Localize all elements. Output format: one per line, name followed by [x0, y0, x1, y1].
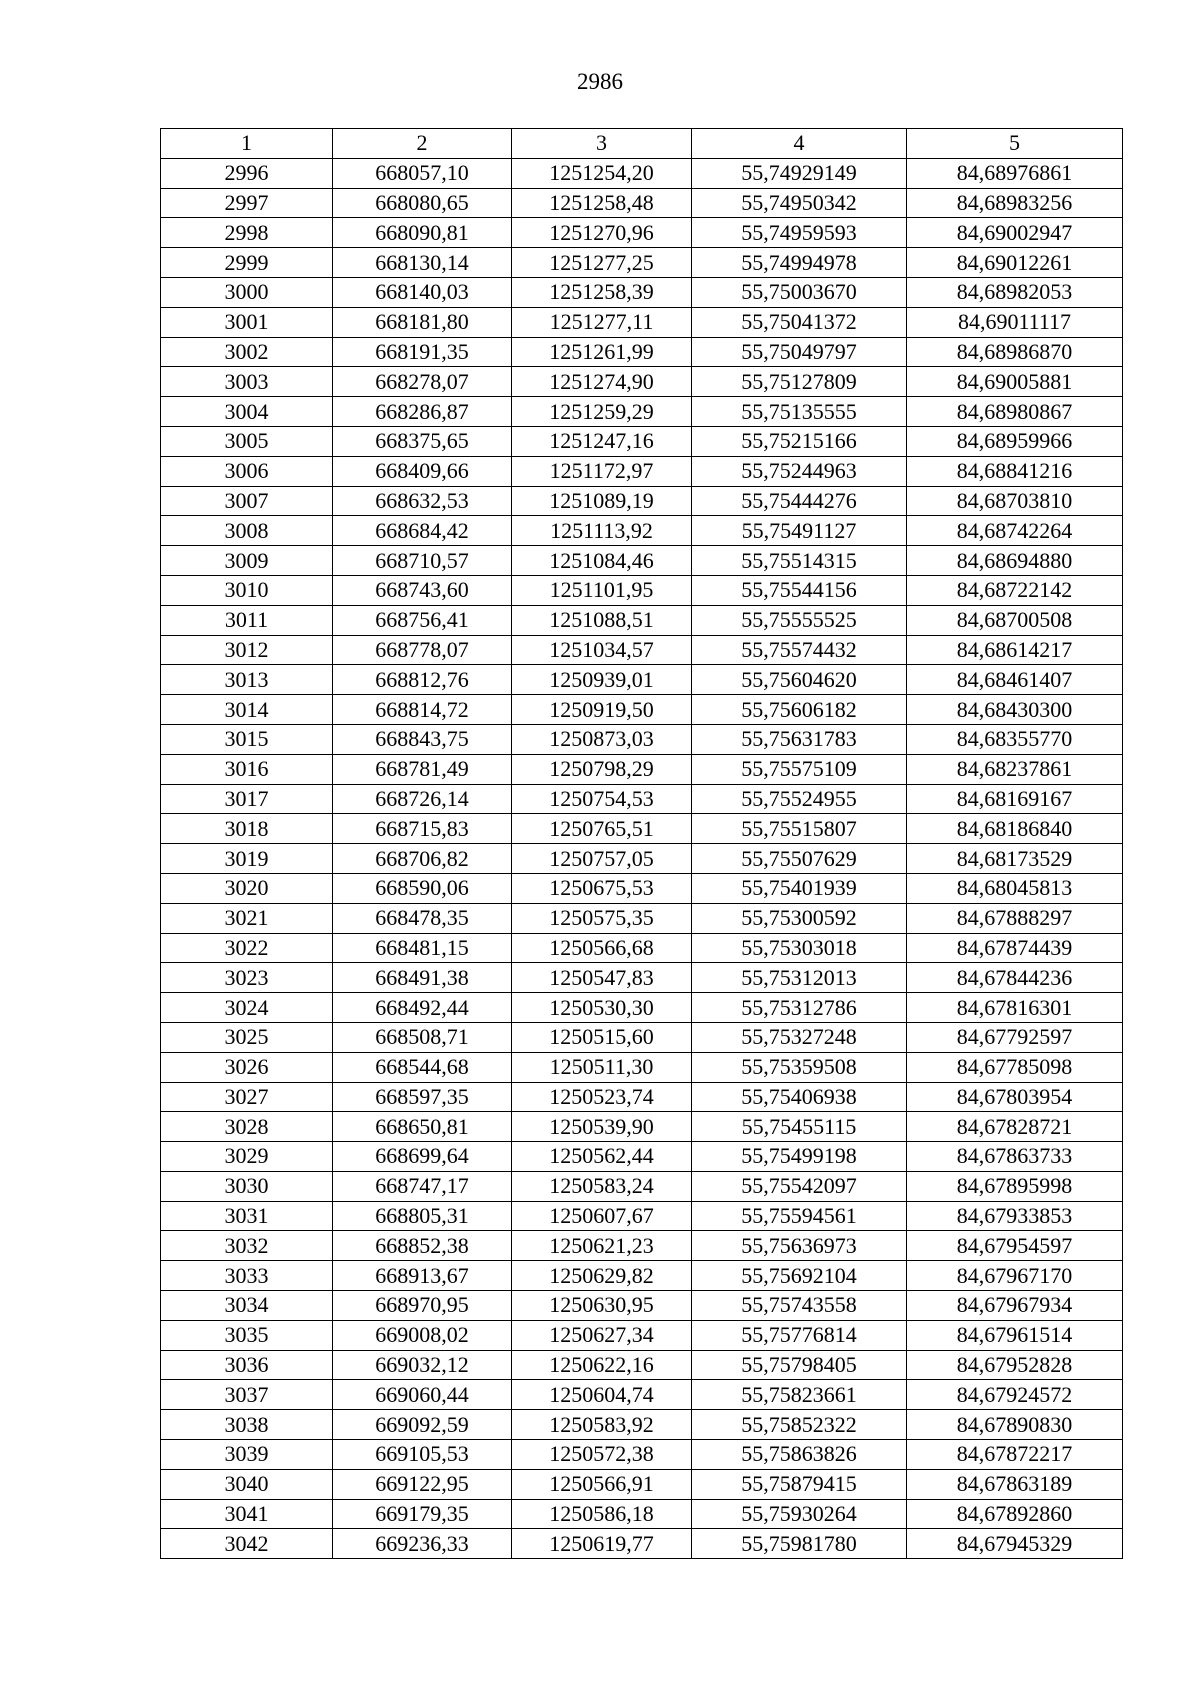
x-coordinate-cell: 669122,95	[333, 1469, 512, 1499]
point-number-cell: 3015	[161, 724, 333, 754]
y-coordinate-cell: 1250765,51	[512, 814, 692, 844]
x-coordinate-cell: 668090,81	[333, 218, 512, 248]
table-row	[161, 1350, 1123, 1380]
longitude-cell: 84,69011117	[907, 307, 1123, 337]
point-number-cell: 3018	[161, 814, 333, 844]
x-coordinate-cell: 669105,53	[333, 1440, 512, 1470]
latitude-cell: 55,75491127	[692, 516, 907, 546]
point-number-cell: 3022	[161, 933, 333, 963]
point-number-cell: 3001	[161, 307, 333, 337]
latitude-cell: 55,75981780	[692, 1529, 907, 1559]
longitude-cell: 84,68237861	[907, 754, 1123, 784]
x-coordinate-cell: 668710,57	[333, 546, 512, 576]
table-row	[161, 903, 1123, 933]
longitude-cell: 84,68430300	[907, 695, 1123, 725]
point-number-cell: 3036	[161, 1350, 333, 1380]
x-coordinate-cell: 668478,35	[333, 903, 512, 933]
latitude-cell: 55,75606182	[692, 695, 907, 725]
point-number-cell: 3020	[161, 873, 333, 903]
table-row	[161, 426, 1123, 456]
y-coordinate-cell: 1250919,50	[512, 695, 692, 725]
x-coordinate-cell: 668726,14	[333, 784, 512, 814]
x-coordinate-cell: 669060,44	[333, 1380, 512, 1410]
table-row	[161, 248, 1123, 278]
table-row	[161, 814, 1123, 844]
table-row	[161, 1082, 1123, 1112]
point-number-cell: 3002	[161, 337, 333, 367]
point-number-cell: 3004	[161, 397, 333, 427]
y-coordinate-cell: 1251089,19	[512, 486, 692, 516]
point-number-cell: 3032	[161, 1231, 333, 1261]
table-row	[161, 1380, 1123, 1410]
longitude-cell: 84,67872217	[907, 1440, 1123, 1470]
x-coordinate-cell: 668544,68	[333, 1052, 512, 1082]
x-coordinate-cell: 668650,81	[333, 1112, 512, 1142]
table-row	[161, 1142, 1123, 1172]
point-number-cell: 3008	[161, 516, 333, 546]
table-row	[161, 754, 1123, 784]
point-number-cell: 3003	[161, 367, 333, 397]
y-coordinate-cell: 1250572,38	[512, 1440, 692, 1470]
longitude-cell: 84,68722142	[907, 575, 1123, 605]
x-coordinate-cell: 668706,82	[333, 844, 512, 874]
x-coordinate-cell: 668181,80	[333, 307, 512, 337]
y-coordinate-cell: 1250754,53	[512, 784, 692, 814]
table-row	[161, 486, 1123, 516]
y-coordinate-cell: 1251088,51	[512, 605, 692, 635]
y-coordinate-cell: 1250630,95	[512, 1291, 692, 1321]
longitude-cell: 84,68355770	[907, 724, 1123, 754]
latitude-cell: 55,75692104	[692, 1261, 907, 1291]
table-row	[161, 397, 1123, 427]
longitude-cell: 84,67828721	[907, 1112, 1123, 1142]
point-number-cell: 3011	[161, 605, 333, 635]
point-number-cell: 3012	[161, 635, 333, 665]
x-coordinate-cell: 668597,35	[333, 1082, 512, 1112]
table-row	[161, 1171, 1123, 1201]
longitude-cell: 84,67803954	[907, 1082, 1123, 1112]
longitude-cell: 84,67863189	[907, 1469, 1123, 1499]
longitude-cell: 84,67785098	[907, 1052, 1123, 1082]
header-cell-5: 5	[907, 129, 1123, 159]
table-row	[161, 1440, 1123, 1470]
table-row	[161, 516, 1123, 546]
table-row	[161, 873, 1123, 903]
longitude-cell: 84,67892860	[907, 1499, 1123, 1529]
point-number-cell: 3030	[161, 1171, 333, 1201]
point-number-cell: 3041	[161, 1499, 333, 1529]
latitude-cell: 55,75312786	[692, 993, 907, 1023]
longitude-cell: 84,67816301	[907, 993, 1123, 1023]
longitude-cell: 84,68976861	[907, 158, 1123, 188]
point-number-cell: 2997	[161, 188, 333, 218]
page-number: 2986	[577, 69, 623, 94]
y-coordinate-cell: 1251261,99	[512, 337, 692, 367]
latitude-cell: 55,75444276	[692, 486, 907, 516]
y-coordinate-cell: 1251172,97	[512, 456, 692, 486]
point-number-cell: 3016	[161, 754, 333, 784]
y-coordinate-cell: 1250629,82	[512, 1261, 692, 1291]
table-row	[161, 1469, 1123, 1499]
table-row	[161, 1201, 1123, 1231]
table-row	[161, 963, 1123, 993]
y-coordinate-cell: 1250566,91	[512, 1469, 692, 1499]
longitude-cell: 84,67844236	[907, 963, 1123, 993]
latitude-cell: 55,75852322	[692, 1410, 907, 1440]
latitude-cell: 55,75514315	[692, 546, 907, 576]
y-coordinate-cell: 1251259,29	[512, 397, 692, 427]
point-number-cell: 3021	[161, 903, 333, 933]
latitude-cell: 55,75542097	[692, 1171, 907, 1201]
table-row	[161, 784, 1123, 814]
longitude-cell: 84,68045813	[907, 873, 1123, 903]
latitude-cell: 55,75406938	[692, 1082, 907, 1112]
table-row	[161, 695, 1123, 725]
table-row	[161, 1410, 1123, 1440]
coordinates-table	[160, 128, 1123, 1559]
point-number-cell: 3039	[161, 1440, 333, 1470]
point-number-cell: 3019	[161, 844, 333, 874]
latitude-cell: 55,75743558	[692, 1291, 907, 1321]
latitude-cell: 55,75401939	[692, 873, 907, 903]
latitude-cell: 55,75574432	[692, 635, 907, 665]
latitude-cell: 55,75776814	[692, 1320, 907, 1350]
y-coordinate-cell: 1250621,23	[512, 1231, 692, 1261]
latitude-cell: 55,75507629	[692, 844, 907, 874]
point-number-cell: 3007	[161, 486, 333, 516]
y-coordinate-cell: 1250607,67	[512, 1201, 692, 1231]
x-coordinate-cell: 668080,65	[333, 188, 512, 218]
x-coordinate-cell: 668756,41	[333, 605, 512, 635]
table-row	[161, 635, 1123, 665]
y-coordinate-cell: 1250873,03	[512, 724, 692, 754]
table-row	[161, 456, 1123, 486]
latitude-cell: 55,75930264	[692, 1499, 907, 1529]
x-coordinate-cell: 668715,83	[333, 814, 512, 844]
x-coordinate-cell: 668743,60	[333, 575, 512, 605]
table-row	[161, 367, 1123, 397]
longitude-cell: 84,68982053	[907, 277, 1123, 307]
x-coordinate-cell: 668778,07	[333, 635, 512, 665]
point-number-cell: 3005	[161, 426, 333, 456]
table-row	[161, 337, 1123, 367]
point-number-cell: 3010	[161, 575, 333, 605]
longitude-cell: 84,68186840	[907, 814, 1123, 844]
latitude-cell: 55,75879415	[692, 1469, 907, 1499]
y-coordinate-cell: 1251084,46	[512, 546, 692, 576]
point-number-cell: 3037	[161, 1380, 333, 1410]
point-number-cell: 3029	[161, 1142, 333, 1172]
table-row	[161, 993, 1123, 1023]
point-number-cell: 3042	[161, 1529, 333, 1559]
latitude-cell: 55,75594561	[692, 1201, 907, 1231]
latitude-cell: 55,75041372	[692, 307, 907, 337]
point-number-cell: 3026	[161, 1052, 333, 1082]
y-coordinate-cell: 1250583,92	[512, 1410, 692, 1440]
latitude-cell: 55,75631783	[692, 724, 907, 754]
x-coordinate-cell: 668286,87	[333, 397, 512, 427]
point-number-cell: 3023	[161, 963, 333, 993]
x-coordinate-cell: 668632,53	[333, 486, 512, 516]
latitude-cell: 55,75823661	[692, 1380, 907, 1410]
y-coordinate-cell: 1250539,90	[512, 1112, 692, 1142]
longitude-cell: 84,67961514	[907, 1320, 1123, 1350]
longitude-cell: 84,67954597	[907, 1231, 1123, 1261]
latitude-cell: 55,75215166	[692, 426, 907, 456]
point-number-cell: 3006	[161, 456, 333, 486]
longitude-cell: 84,68959966	[907, 426, 1123, 456]
table-row	[161, 1112, 1123, 1142]
longitude-cell: 84,67945329	[907, 1529, 1123, 1559]
longitude-cell: 84,67895998	[907, 1171, 1123, 1201]
latitude-cell: 55,75544156	[692, 575, 907, 605]
longitude-cell: 84,67792597	[907, 1022, 1123, 1052]
x-coordinate-cell: 668814,72	[333, 695, 512, 725]
latitude-cell: 55,75636973	[692, 1231, 907, 1261]
x-coordinate-cell: 668508,71	[333, 1022, 512, 1052]
x-coordinate-cell: 668492,44	[333, 993, 512, 1023]
table-row	[161, 1261, 1123, 1291]
point-number-cell: 3025	[161, 1022, 333, 1052]
table-row	[161, 933, 1123, 963]
y-coordinate-cell: 1250515,60	[512, 1022, 692, 1052]
table-row	[161, 665, 1123, 695]
x-coordinate-cell: 668140,03	[333, 277, 512, 307]
latitude-cell: 55,75798405	[692, 1350, 907, 1380]
latitude-cell: 55,75127809	[692, 367, 907, 397]
table-row	[161, 605, 1123, 635]
point-number-cell: 2998	[161, 218, 333, 248]
point-number-cell: 3031	[161, 1201, 333, 1231]
latitude-cell: 55,75135555	[692, 397, 907, 427]
x-coordinate-cell: 668409,66	[333, 456, 512, 486]
longitude-cell: 84,67888297	[907, 903, 1123, 933]
longitude-cell: 84,69005881	[907, 367, 1123, 397]
point-number-cell: 3013	[161, 665, 333, 695]
point-number-cell: 3033	[161, 1261, 333, 1291]
point-number-cell: 3040	[161, 1469, 333, 1499]
y-coordinate-cell: 1251034,57	[512, 635, 692, 665]
x-coordinate-cell: 669032,12	[333, 1350, 512, 1380]
x-coordinate-cell: 668590,06	[333, 873, 512, 903]
point-number-cell: 3028	[161, 1112, 333, 1142]
latitude-cell: 55,75049797	[692, 337, 907, 367]
y-coordinate-cell: 1250939,01	[512, 665, 692, 695]
latitude-cell: 55,74950342	[692, 188, 907, 218]
longitude-cell: 84,67933853	[907, 1201, 1123, 1231]
table-row	[161, 1052, 1123, 1082]
table-row	[161, 1499, 1123, 1529]
x-coordinate-cell: 668057,10	[333, 158, 512, 188]
point-number-cell: 3017	[161, 784, 333, 814]
longitude-cell: 84,68461407	[907, 665, 1123, 695]
longitude-cell: 84,68742264	[907, 516, 1123, 546]
x-coordinate-cell: 668375,65	[333, 426, 512, 456]
x-coordinate-cell: 668843,75	[333, 724, 512, 754]
x-coordinate-cell: 669092,59	[333, 1410, 512, 1440]
longitude-cell: 84,68614217	[907, 635, 1123, 665]
table-row	[161, 546, 1123, 576]
latitude-cell: 55,74959593	[692, 218, 907, 248]
latitude-cell: 55,75312013	[692, 963, 907, 993]
longitude-cell: 84,67967934	[907, 1291, 1123, 1321]
y-coordinate-cell: 1250583,24	[512, 1171, 692, 1201]
y-coordinate-cell: 1250622,16	[512, 1350, 692, 1380]
longitude-cell: 84,67874439	[907, 933, 1123, 963]
header-row	[161, 129, 1123, 159]
x-coordinate-cell: 668970,95	[333, 1291, 512, 1321]
longitude-cell: 84,67863733	[907, 1142, 1123, 1172]
x-coordinate-cell: 668805,31	[333, 1201, 512, 1231]
longitude-cell: 84,67952828	[907, 1350, 1123, 1380]
longitude-cell: 84,68694880	[907, 546, 1123, 576]
longitude-cell: 84,68983256	[907, 188, 1123, 218]
longitude-cell: 84,68173529	[907, 844, 1123, 874]
x-coordinate-cell: 668481,15	[333, 933, 512, 963]
point-number-cell: 3038	[161, 1410, 333, 1440]
x-coordinate-cell: 668491,38	[333, 963, 512, 993]
x-coordinate-cell: 668684,42	[333, 516, 512, 546]
latitude-cell: 55,75327248	[692, 1022, 907, 1052]
point-number-cell: 3035	[161, 1320, 333, 1350]
x-coordinate-cell: 668699,64	[333, 1142, 512, 1172]
table-row	[161, 724, 1123, 754]
table-row	[161, 307, 1123, 337]
point-number-cell: 3024	[161, 993, 333, 1023]
x-coordinate-cell: 668781,49	[333, 754, 512, 784]
latitude-cell: 55,75604620	[692, 665, 907, 695]
table-row	[161, 218, 1123, 248]
table-row	[161, 575, 1123, 605]
x-coordinate-cell: 668130,14	[333, 248, 512, 278]
latitude-cell: 55,75575109	[692, 754, 907, 784]
y-coordinate-cell: 1250566,68	[512, 933, 692, 963]
latitude-cell: 55,74929149	[692, 158, 907, 188]
table-body	[161, 158, 1123, 1558]
y-coordinate-cell: 1250757,05	[512, 844, 692, 874]
header-cell-3: 3	[512, 129, 692, 159]
latitude-cell: 55,75359508	[692, 1052, 907, 1082]
longitude-cell: 84,69012261	[907, 248, 1123, 278]
longitude-cell: 84,68986870	[907, 337, 1123, 367]
x-coordinate-cell: 668812,76	[333, 665, 512, 695]
latitude-cell: 55,75524955	[692, 784, 907, 814]
table-row	[161, 1320, 1123, 1350]
latitude-cell: 55,75303018	[692, 933, 907, 963]
latitude-cell: 55,75863826	[692, 1440, 907, 1470]
y-coordinate-cell: 1250562,44	[512, 1142, 692, 1172]
latitude-cell: 55,75515807	[692, 814, 907, 844]
longitude-cell: 84,67890830	[907, 1410, 1123, 1440]
y-coordinate-cell: 1251101,95	[512, 575, 692, 605]
y-coordinate-cell: 1251274,90	[512, 367, 692, 397]
point-number-cell: 2996	[161, 158, 333, 188]
point-number-cell: 3027	[161, 1082, 333, 1112]
y-coordinate-cell: 1250523,74	[512, 1082, 692, 1112]
longitude-cell: 84,69002947	[907, 218, 1123, 248]
latitude-cell: 55,75300592	[692, 903, 907, 933]
table-header	[161, 129, 1123, 159]
table-row	[161, 1231, 1123, 1261]
header-cell-1: 1	[161, 129, 333, 159]
latitude-cell: 55,75555525	[692, 605, 907, 635]
y-coordinate-cell: 1251113,92	[512, 516, 692, 546]
table-row	[161, 844, 1123, 874]
longitude-cell: 84,68841216	[907, 456, 1123, 486]
y-coordinate-cell: 1250530,30	[512, 993, 692, 1023]
y-coordinate-cell: 1251277,25	[512, 248, 692, 278]
header-cell-4: 4	[692, 129, 907, 159]
table-row	[161, 188, 1123, 218]
x-coordinate-cell: 668913,67	[333, 1261, 512, 1291]
y-coordinate-cell: 1250619,77	[512, 1529, 692, 1559]
longitude-cell: 84,67967170	[907, 1261, 1123, 1291]
y-coordinate-cell: 1251254,20	[512, 158, 692, 188]
y-coordinate-cell: 1250798,29	[512, 754, 692, 784]
latitude-cell: 55,75455115	[692, 1112, 907, 1142]
x-coordinate-cell: 669008,02	[333, 1320, 512, 1350]
y-coordinate-cell: 1250586,18	[512, 1499, 692, 1529]
x-coordinate-cell: 669236,33	[333, 1529, 512, 1559]
x-coordinate-cell: 668852,38	[333, 1231, 512, 1261]
y-coordinate-cell: 1250575,35	[512, 903, 692, 933]
longitude-cell: 84,68703810	[907, 486, 1123, 516]
table-row	[161, 158, 1123, 188]
longitude-cell: 84,68980867	[907, 397, 1123, 427]
y-coordinate-cell: 1251247,16	[512, 426, 692, 456]
table-row	[161, 277, 1123, 307]
x-coordinate-cell: 668191,35	[333, 337, 512, 367]
y-coordinate-cell: 1251270,96	[512, 218, 692, 248]
latitude-cell: 55,75499198	[692, 1142, 907, 1172]
point-number-cell: 3034	[161, 1291, 333, 1321]
longitude-cell: 84,67924572	[907, 1380, 1123, 1410]
table-row	[161, 1529, 1123, 1559]
y-coordinate-cell: 1250604,74	[512, 1380, 692, 1410]
point-number-cell: 2999	[161, 248, 333, 278]
longitude-cell: 84,68169167	[907, 784, 1123, 814]
latitude-cell: 55,75244963	[692, 456, 907, 486]
point-number-cell: 3000	[161, 277, 333, 307]
longitude-cell: 84,68700508	[907, 605, 1123, 635]
x-coordinate-cell: 668747,17	[333, 1171, 512, 1201]
latitude-cell: 55,74994978	[692, 248, 907, 278]
point-number-cell: 3009	[161, 546, 333, 576]
x-coordinate-cell: 668278,07	[333, 367, 512, 397]
table-row	[161, 1291, 1123, 1321]
point-number-cell: 3014	[161, 695, 333, 725]
x-coordinate-cell: 669179,35	[333, 1499, 512, 1529]
y-coordinate-cell: 1251258,48	[512, 188, 692, 218]
y-coordinate-cell: 1250511,30	[512, 1052, 692, 1082]
y-coordinate-cell: 1251277,11	[512, 307, 692, 337]
latitude-cell: 55,75003670	[692, 277, 907, 307]
header-cell-2: 2	[333, 129, 512, 159]
y-coordinate-cell: 1251258,39	[512, 277, 692, 307]
y-coordinate-cell: 1250627,34	[512, 1320, 692, 1350]
table-row	[161, 1022, 1123, 1052]
y-coordinate-cell: 1250675,53	[512, 873, 692, 903]
y-coordinate-cell: 1250547,83	[512, 963, 692, 993]
